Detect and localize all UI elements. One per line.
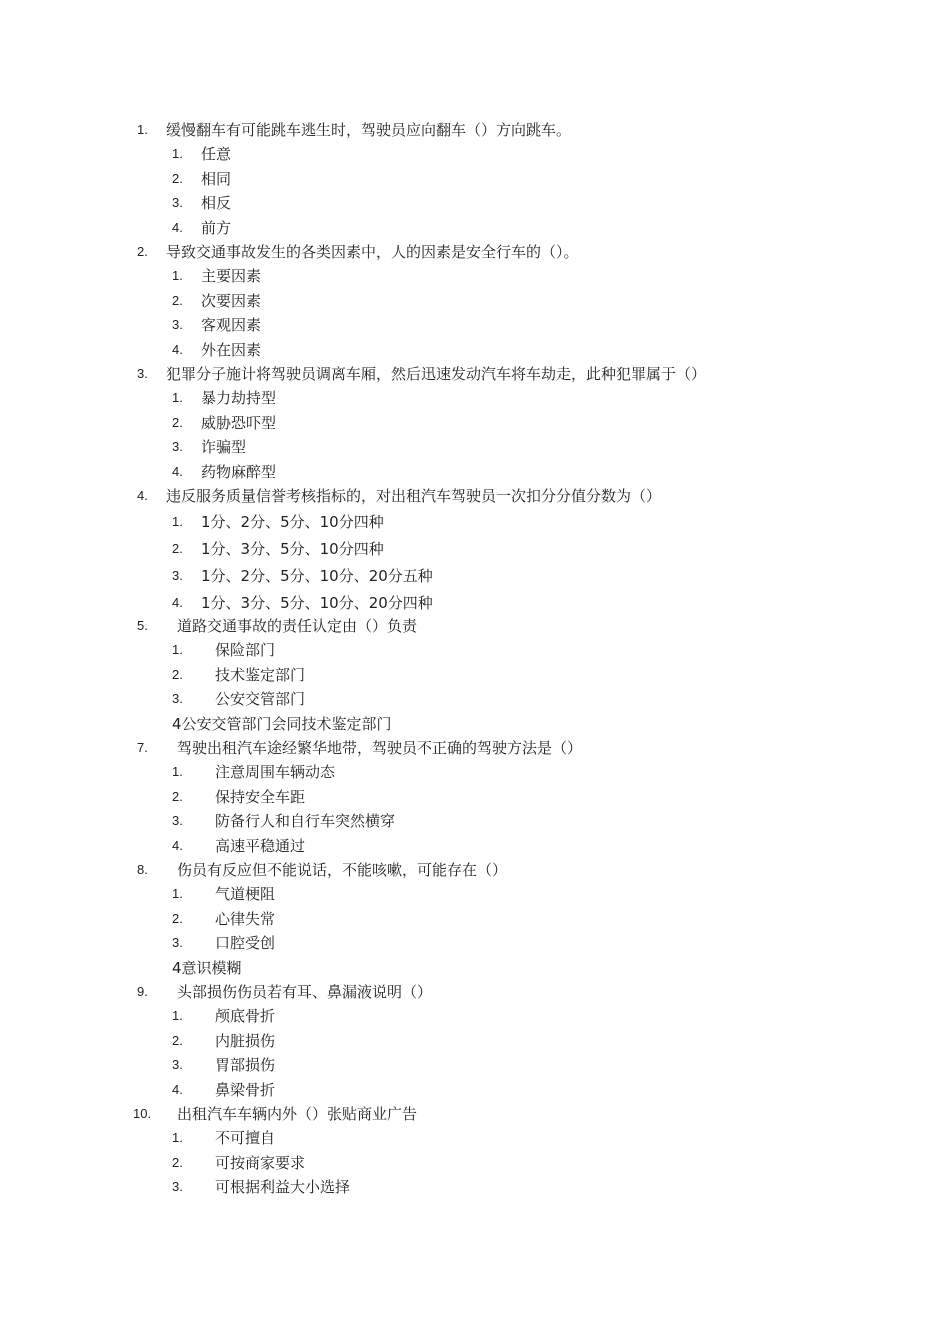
question-text: 头部损伤伤员若有耳、鼻漏液说明（）	[177, 983, 433, 1001]
option-number: 1.	[172, 886, 183, 901]
option-number: 3.	[172, 935, 183, 950]
option	[0, 956, 950, 980]
option-number: 3.	[172, 1179, 183, 1194]
question	[0, 736, 950, 760]
option-text: 4公安交管部门会同技术鉴定部门	[172, 715, 392, 733]
option-number: 1.	[172, 764, 183, 779]
option	[0, 1078, 950, 1102]
option	[0, 1175, 950, 1199]
option-text: 威胁恐吓型	[201, 414, 277, 432]
option	[0, 191, 950, 215]
option-number: 1.	[172, 146, 183, 161]
option-text: 诈骗型	[201, 438, 247, 456]
option-text: 保险部门	[215, 641, 276, 659]
option-number: 4.	[172, 838, 183, 853]
option	[0, 785, 950, 809]
option-text: 气道梗阻	[215, 885, 276, 903]
option	[0, 809, 950, 833]
option-text: 前方	[201, 219, 232, 237]
option-text: 主要因素	[201, 267, 262, 285]
option	[0, 537, 950, 561]
option-number: 2.	[172, 911, 183, 926]
option-number: 2.	[172, 171, 183, 186]
option-text: 口腔受创	[215, 934, 276, 952]
question	[0, 118, 950, 142]
option-text: 保持安全车距	[215, 788, 306, 806]
question-number: 9.	[137, 984, 148, 999]
option-number: 1.	[172, 642, 183, 657]
option-number: 4.	[172, 595, 183, 610]
option-number: 4.	[172, 464, 183, 479]
option-number: 2.	[172, 789, 183, 804]
option-number: 1.	[172, 268, 183, 283]
option	[0, 216, 950, 240]
option	[0, 760, 950, 784]
option	[0, 564, 950, 588]
question-number: 5.	[137, 618, 148, 633]
option-text: 次要因素	[201, 292, 262, 310]
option-number: 3.	[172, 195, 183, 210]
question	[0, 1102, 950, 1126]
question-text: 驾驶出租汽车途经繁华地带，驾驶员不正确的驾驶方法是（）	[177, 739, 583, 757]
option-text: 鼻梁骨折	[215, 1081, 276, 1099]
option	[0, 313, 950, 337]
option-text: 外在因素	[201, 341, 262, 359]
option-text: 客观因素	[201, 316, 262, 334]
option-number: 4.	[172, 342, 183, 357]
question-number: 10.	[133, 1106, 152, 1121]
option-text: 暴力劫持型	[201, 389, 277, 407]
option-number: 2.	[172, 1033, 183, 1048]
option-text: 防备行人和自行车突然横穿	[215, 812, 396, 830]
option-text: 1分、3分、5分、10分、20分四种	[201, 594, 433, 612]
option	[0, 386, 950, 410]
question-text: 导致交通事故发生的各类因素中，人的因素是安全行车的（）。	[166, 243, 579, 261]
option-text: 可按商家要求	[215, 1154, 306, 1172]
option-text: 心律失常	[215, 910, 276, 928]
question-number: 1.	[137, 122, 148, 137]
question-text: 道路交通事故的责任认定由（）负责	[177, 617, 418, 635]
option-number: 3.	[172, 568, 183, 583]
option	[0, 638, 950, 662]
option-text: 1分、3分、5分、10分四种	[201, 540, 384, 558]
option	[0, 1029, 950, 1053]
option	[0, 1053, 950, 1077]
option	[0, 289, 950, 313]
option	[0, 931, 950, 955]
option	[0, 460, 950, 484]
question-text: 缓慢翻车有可能跳车逃生时，驾驶员应向翻车（）方向跳车。	[166, 121, 572, 139]
question-text: 伤员有反应但不能说话，不能咳嗽，可能存在（）	[177, 861, 508, 879]
option-text: 1分、2分、5分、10分四种	[201, 513, 384, 531]
option-number: 1.	[172, 514, 183, 529]
option	[0, 338, 950, 362]
option-number: 4.	[172, 220, 183, 235]
option-number: 2.	[172, 541, 183, 556]
option	[0, 591, 950, 615]
option	[0, 1151, 950, 1175]
option	[0, 663, 950, 687]
question-text: 违反服务质量信誉考核指标的，对出租汽车驾驶员一次扣分分值分数为（）	[166, 487, 662, 505]
option	[0, 907, 950, 931]
option-text: 药物麻醉型	[201, 463, 277, 481]
option-number: 2.	[172, 415, 183, 430]
option	[0, 687, 950, 711]
option-text: 1分、2分、5分、10分、20分五种	[201, 567, 433, 585]
option	[0, 1126, 950, 1150]
option-text: 任意	[201, 145, 232, 163]
option-number: 2.	[172, 1155, 183, 1170]
option-text: 注意周围车辆动态	[215, 763, 336, 781]
option-text: 公安交管部门	[215, 690, 306, 708]
question-text: 出租汽车车辆内外（）张贴商业广告	[177, 1105, 418, 1123]
question-number: 3.	[137, 366, 148, 381]
option	[0, 834, 950, 858]
question-text: 犯罪分子施计将驾驶员调离车厢，然后迅速发动汽车将车劫走，此种犯罪属于（）	[166, 365, 707, 383]
question	[0, 240, 950, 264]
question	[0, 858, 950, 882]
option-text: 技术鉴定部门	[215, 666, 306, 684]
question-number: 2.	[137, 244, 148, 259]
option-number: 3.	[172, 439, 183, 454]
option	[0, 712, 950, 736]
option-text: 颅底骨折	[215, 1007, 276, 1025]
option	[0, 167, 950, 191]
option	[0, 142, 950, 166]
option-text: 高速平稳通过	[215, 837, 306, 855]
option	[0, 435, 950, 459]
option	[0, 264, 950, 288]
option-text: 可根据利益大小选择	[215, 1178, 351, 1196]
question-number: 7.	[137, 740, 148, 755]
option-number: 3.	[172, 1057, 183, 1072]
option-text: 胃部损伤	[215, 1056, 276, 1074]
option-text: 相同	[201, 170, 232, 188]
option-number: 4.	[172, 1082, 183, 1097]
option-number: 1.	[172, 390, 183, 405]
option-number: 3.	[172, 813, 183, 828]
question-number: 8.	[137, 862, 148, 877]
option-number: 1.	[172, 1008, 183, 1023]
option-number: 2.	[172, 293, 183, 308]
option-number: 2.	[172, 667, 183, 682]
option-text: 内脏损伤	[215, 1032, 276, 1050]
question	[0, 614, 950, 638]
question-number: 4.	[137, 488, 148, 503]
option-text: 4意识模糊	[172, 959, 242, 977]
option-number: 1.	[172, 1130, 183, 1145]
option	[0, 411, 950, 435]
option-text: 相反	[201, 194, 232, 212]
option-number: 3.	[172, 691, 183, 706]
question	[0, 980, 950, 1004]
option	[0, 882, 950, 906]
option-number: 3.	[172, 317, 183, 332]
option	[0, 510, 950, 534]
option-text: 不可擅自	[215, 1129, 276, 1147]
question	[0, 484, 950, 508]
option	[0, 1004, 950, 1028]
question	[0, 362, 950, 386]
